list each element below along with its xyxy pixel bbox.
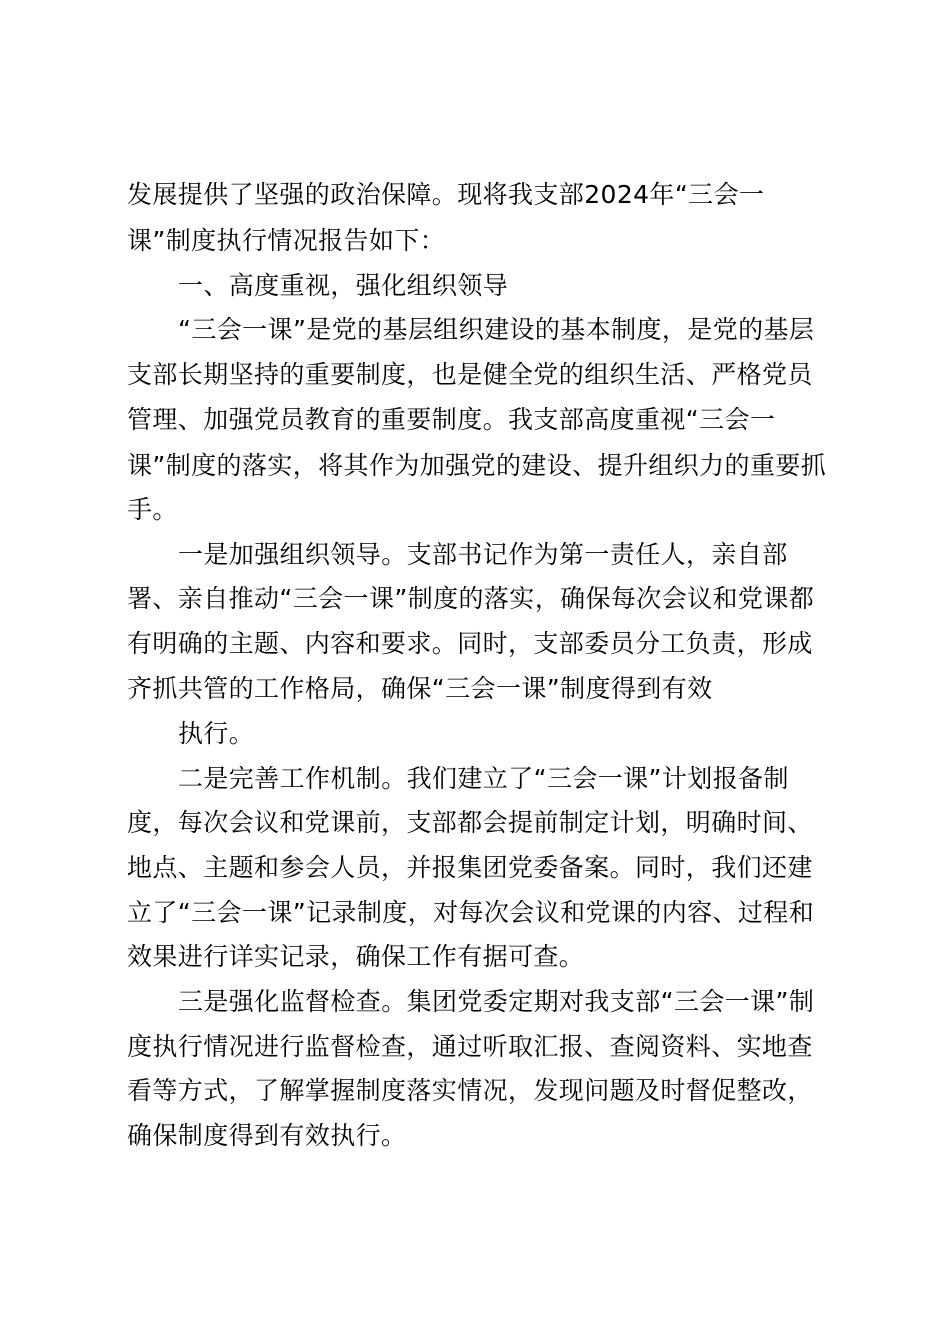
text-line: 确保制度得到有效执行。 xyxy=(127,1121,407,1150)
text-line: 立了“三会一课”记录制度，对每次会议和党课的内容、过程和 xyxy=(127,898,815,927)
text-line: 效果进行详实记录，确保工作有据可查。 xyxy=(127,942,585,971)
text-line: 度，每次会议和党课前，支部都会提前制定计划，明确时间、 xyxy=(127,808,813,837)
text-line: 二是完善工作机制。我们建立了“三会一课”计划报备制 xyxy=(178,764,789,793)
text-line: 度执行情况进行监督检查，通过听取汇报、查阅资料、实地查 xyxy=(127,1032,813,1061)
text-line: 地点、主题和参会人员，并报集团党委备案。同时，我们还建 xyxy=(127,853,813,882)
text-line: 三是强化监督检查。集团党委定期对我支部“三会一课”制 xyxy=(178,987,815,1016)
text-line: 一是加强组织领导。支部书记作为第一责任人，亲自部 xyxy=(178,540,788,569)
text-line: “三会一课”是党的基层组织建设的基本制度，是党的基层 xyxy=(178,315,815,344)
text-line: 管理、加强党员教育的重要制度。我支部高度重视“三会一 xyxy=(127,405,776,434)
text-line: 看等方式，了解掌握制度落实情况，发现问题及时督促整改， xyxy=(127,1076,813,1105)
text-line: 执行。 xyxy=(178,719,255,748)
section-heading: 一、高度重视，强化组织领导 xyxy=(178,271,509,300)
text-line: 有明确的主题、内容和要求。同时，支部委员分工负责，形成 xyxy=(127,629,813,658)
text-line: 发展提供了坚强的政治保障。现将我支部2024年“三会一 xyxy=(127,180,765,209)
text-line: 手。 xyxy=(127,495,178,524)
text-line: 课”制度的落实，将其作为加强党的建设、提升组织力的重要抓 xyxy=(127,451,827,480)
text-line: 支部长期坚持的重要制度，也是健全党的组织生活、严格党员 xyxy=(127,360,813,389)
text-line: 署、亲自推动“三会一课”制度的落实，确保每次会议和党课都 xyxy=(127,584,815,613)
text-line: 课”制度执行情况报告如下： xyxy=(127,226,446,255)
text-line: 齐抓共管的工作格局，确保“三会一课”制度得到有效 xyxy=(127,674,713,703)
